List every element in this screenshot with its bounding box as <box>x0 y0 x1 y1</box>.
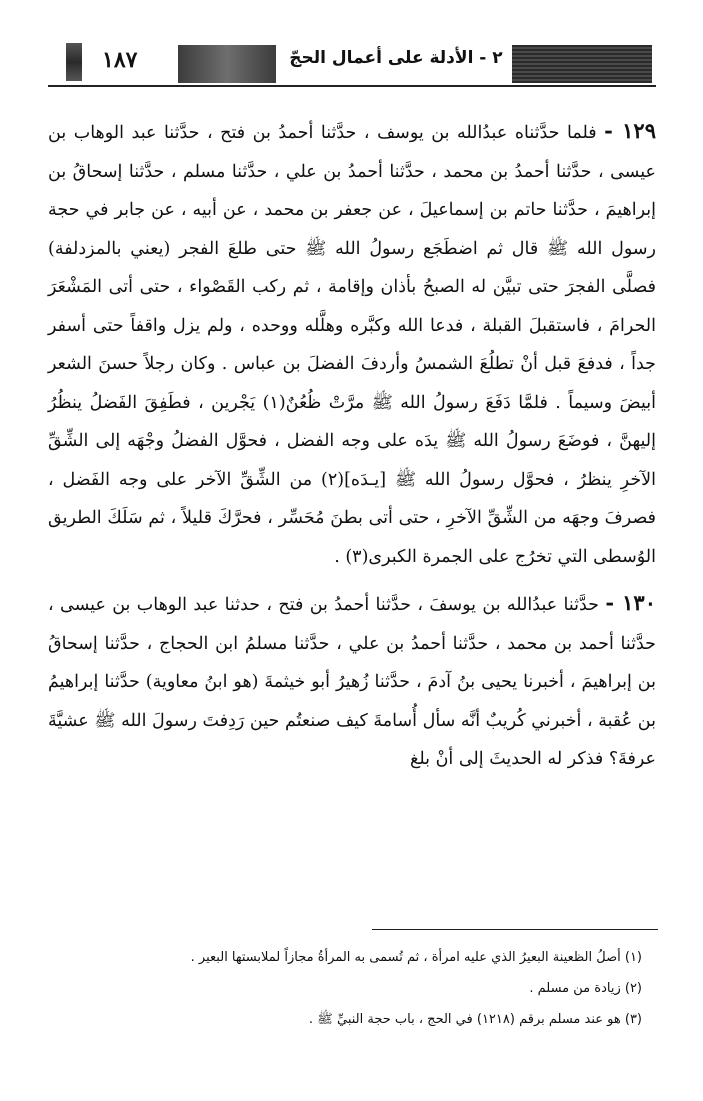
header-decoration-middle <box>178 45 276 83</box>
hadith-number: ١٢٩ - <box>604 118 656 143</box>
running-title: ٢ - الأدلة على أعمال الحجّ <box>289 48 503 68</box>
footnote: (٣) هو عند مسلم برقم (١٢١٨) في الحج ، باب حجة النبيِّ ﷺ . <box>308 1012 642 1027</box>
footnote-separator <box>372 929 658 930</box>
header-decoration-right <box>512 45 652 83</box>
hadith-text: فلما حدَّثناه عبدُالله بن يوسف ، حدَّثنا أحمدُ بن فتح ، حدَّثنا عبد الوهاب بن عيسى ، حدَّثنا أحمدُ بن محمد ، حدَّثنا أحمدُ بن علي ، حدَّثنا مسلم ، حدَّثنا إسحاقُ بن إبراهيمَ ، حدَّثنا حاتم بن إسماعيلَ ، عن جعفر بن محمد ، عن أبيه ، عن جابر في حجة رسول الله ﷺ قال ثم اضطَجَع رسولُ الله ﷺ حتى طلعَ الفجر (يعني بالمزدلفة) فصلَّى الفجرَ حتى تبيَّن له الصبحُ بأذان وإقامة ، ثم ركب القَصْواء ، حتى أتى المَشْعَرَ الحرامَ ، فاستقبلَ القبلة ، فدعا الله وكبَّره وهلَّله ووحده ، ولم يزل واقفاً حتى أسفر جداً ، فدفعَ قبل أنْ تطلُعَ الشمسُ وأردفَ الفضلَ بن عباس . وكان رجلاً حسنَ الشعر أبيضَ وسيماً . فلمَّا دَفَعَ رسولُ الله ﷺ مرَّتْ ظُعُنٌ(١) يَجْرين ، فطَفِقَ الفَضلُ ينظُرُ إليهنَّ ، فوضَعَ رسولُ الله ﷺ يدَه على وجه الفضل ، فحوَّل الفضلُ وجْهَه إلى الشِّقِّ الآخرِ ينظرُ ، فحوَّل رسولُ الله ﷺ [يـدَه](٢) من الشِّقِّ الآخر على وجه الفَضل ، فصرفَ وجهَه من الشِّقِّ الآخرِ ، حتى أتى بطنَ مُحَسِّر ، فحرَّكَ قليلاً ، ثم سَلَكَ الطريق الوُسطى التي تخرُج على الجمرة الكبرى(٣) . <box>48 123 657 567</box>
hadith-number: ١٣٠ - <box>605 590 656 615</box>
footnote: (١) أصلُ الظعينة البعيرُ الذي عليه امرأة ، ثم تُسمى به المرأةُ مجازاً لملابستها البعير . <box>190 950 642 965</box>
hadith-paragraph <box>48 112 656 576</box>
footnotes <box>48 942 642 1035</box>
body-text <box>48 112 656 779</box>
page-number: ١٨٧ <box>102 47 138 73</box>
hadith-text: حدَّثنا عبدُالله بن يوسفَ ، حدَّثنا أحمدُ بن فتح ، حدثنا عبد الوهاب بن عيسى ، حدَّثنا أحمد بن محمد ، حدَّثنا أحمدُ بن علي ، حدَّثنا مسلمُ ابن الحجاج ، حدَّثنا إسحاقُ بن إبراهيمَ ، أخبرنا يحيى بنُ آدمَ ، حدَّثنا زُهيرُ أبو خيثمةَ (هو ابنُ معاوية) حدَّثنا إبراهيمُ بن عُقبة ، أخبرني كُريبٌ أنَّه سأل أُسامةَ كيف صنعتُم حين رَدِفتَ رسولَ الله ﷺ عشيَّةَ عرفةَ؟ فذكر له الحديثَ إلى أنْ بلغ <box>48 595 656 769</box>
hadith-paragraph <box>48 584 656 779</box>
page-header <box>48 33 656 87</box>
header-decoration-left <box>66 43 82 81</box>
footnote: (٢) زيادة من مسلم . <box>529 981 642 996</box>
